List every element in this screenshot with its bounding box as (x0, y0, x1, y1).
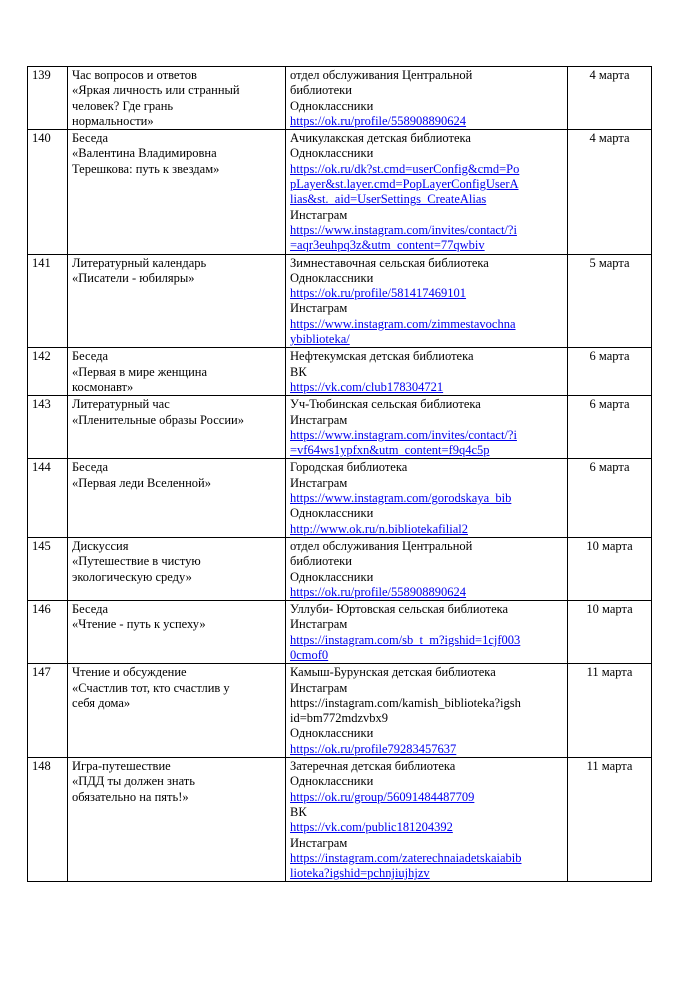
venue-text: Инстаграм (290, 617, 348, 632)
events-table-body (28, 67, 652, 882)
venue-text: Одноклассники (290, 774, 374, 789)
venue-text: отдел обслуживания Центральной (290, 538, 473, 553)
event-number: 144 (28, 459, 68, 537)
venue-text: ВК (290, 804, 307, 819)
venue-text: https://instagram.com/kamish_biblioteka?igsh (290, 695, 521, 710)
event-venue-cell (286, 601, 568, 664)
event-title-line: «Валентина Владимировна (72, 146, 217, 161)
venue-link[interactable]: https://ok.ru/profile/581417469101 (290, 286, 467, 301)
event-title-line: Беседа (72, 349, 109, 364)
event-number: 145 (28, 537, 68, 600)
event-venue-cell (286, 537, 568, 600)
event-venue-cell (286, 664, 568, 758)
venue-link[interactable]: 0cmof0 (290, 647, 329, 662)
event-venue-cell (286, 348, 568, 396)
venue-link[interactable]: =vf64ws1ypfxn&utm_content=f9q4c5p (290, 443, 490, 458)
event-title-line: нормальности» (72, 113, 154, 128)
venue-link[interactable]: https://vk.com/club178304721 (290, 379, 444, 394)
event-title-line: себя дома» (72, 695, 131, 710)
event-date: 6 марта (568, 396, 652, 459)
venue-link[interactable]: https://ok.ru/profile79283457637 (290, 741, 457, 756)
event-venue-cell (286, 67, 568, 130)
venue-text: Одноклассники (290, 146, 374, 161)
venue-link[interactable]: https://ok.ru/profile/558908890624 (290, 113, 467, 128)
venue-link[interactable]: pLayer&st.layer.cmd=PopLayerConfigUserA (290, 177, 519, 192)
event-title-line: Дискуссия (72, 538, 129, 553)
venue-text: Инстаграм (290, 475, 348, 490)
event-title-line: «Пленительные образы России» (72, 412, 244, 427)
event-title-line: Терешкова: путь к звездам» (72, 161, 220, 176)
venue-link[interactable]: https://ok.ru/profile/558908890624 (290, 584, 467, 599)
venue-link[interactable]: https://www.instagram.com/invites/contact/?i (290, 427, 517, 442)
venue-text: Нефтекумская детская библиотека (290, 349, 474, 364)
table-row (28, 254, 652, 348)
event-title-line: «Первая в мире женщина (72, 364, 208, 379)
venue-link[interactable]: https://ok.ru/dk?st.cmd=userConfig&cmd=Po (290, 161, 520, 176)
event-title-line: Игра-путешествие (72, 759, 171, 774)
venue-text: Одноклассники (290, 98, 374, 113)
venue-text: Одноклассники (290, 270, 374, 285)
event-date: 10 марта (568, 537, 652, 600)
venue-link[interactable]: =aqr3euhpq3z&utm_content=77qwbiv (290, 238, 485, 253)
event-venue-cell (286, 396, 568, 459)
event-title-cell (68, 758, 286, 882)
venue-text: ВК (290, 364, 307, 379)
venue-link[interactable]: https://instagram.com/sb_t_m?igshid=1cjf003 (290, 632, 521, 647)
venue-link[interactable]: http://www.ok.ru/n.bibliotekafilial2 (290, 521, 468, 536)
event-date: 6 марта (568, 348, 652, 396)
event-title-cell (68, 396, 286, 459)
event-title-line: «Чтение - путь к успеху» (72, 617, 206, 632)
venue-text: отдел обслуживания Центральной (290, 68, 473, 82)
venue-text: Одноклассники (290, 569, 374, 584)
events-table (27, 66, 652, 882)
event-date: 4 марта (568, 67, 652, 130)
table-row (28, 459, 652, 537)
table-row (28, 537, 652, 600)
event-title-cell (68, 664, 286, 758)
event-number: 139 (28, 67, 68, 130)
event-number: 147 (28, 664, 68, 758)
venue-text: библиотеки (290, 554, 352, 569)
venue-link[interactable]: https://www.instagram.com/invites/contact/?i (290, 222, 517, 237)
event-title-line: «Счастлив тот, кто счастлив у (72, 680, 230, 695)
venue-link[interactable]: lioteka?igshid=pchnjiujhjzv (290, 866, 430, 881)
event-title-cell (68, 130, 286, 254)
event-title-cell (68, 254, 286, 348)
event-venue-cell (286, 130, 568, 254)
event-date: 6 марта (568, 459, 652, 537)
venue-link[interactable]: https://www.instagram.com/gorodskaya_bib (290, 491, 512, 506)
venue-text: Зимнеставочная сельская библиотека (290, 255, 489, 270)
venue-link[interactable]: https://ok.ru/group/56091484487709 (290, 789, 475, 804)
event-title-cell (68, 601, 286, 664)
venue-text: Городская библиотека (290, 460, 408, 475)
event-title-line: «Первая леди Вселенной» (72, 475, 211, 490)
venue-text: Инстаграм (290, 301, 348, 316)
event-title-line: «Писатели - юбиляры» (72, 270, 195, 285)
table-row (28, 396, 652, 459)
event-venue-cell (286, 254, 568, 348)
event-number: 148 (28, 758, 68, 882)
table-row (28, 664, 652, 758)
venue-text: id=bm772mdzvbx9 (290, 711, 389, 726)
venue-text: Ачикулакская детская библиотека (290, 131, 471, 146)
event-number: 146 (28, 601, 68, 664)
event-date: 10 марта (568, 601, 652, 664)
venue-text: Инстаграм (290, 680, 348, 695)
venue-text: Одноклассники (290, 726, 374, 741)
event-number: 140 (28, 130, 68, 254)
venue-link[interactable]: https://vk.com/public181204392 (290, 820, 453, 835)
event-title-line: Чтение и обсуждение (72, 665, 187, 680)
venue-text: Инстаграм (290, 835, 348, 850)
table-row (28, 348, 652, 396)
table-row (28, 758, 652, 882)
event-venue-cell (286, 758, 568, 882)
event-title-line: Беседа (72, 460, 109, 475)
event-title-line: экологическую среду» (72, 569, 192, 584)
event-date: 11 марта (568, 758, 652, 882)
venue-text: Уч-Тюбинская сельская библиотека (290, 397, 481, 412)
event-title-line: Беседа (72, 131, 109, 146)
event-title-line: Литературный час (72, 397, 170, 412)
event-title-line: человек? Где грань (72, 98, 174, 113)
venue-link[interactable]: ybiblioteka/ (290, 332, 350, 347)
table-row (28, 67, 652, 130)
event-date: 5 марта (568, 254, 652, 348)
venue-text: Уллуби- Юртовская сельская библиотека (290, 602, 509, 617)
event-date: 4 марта (568, 130, 652, 254)
event-title-line: «ПДД ты должен знать (72, 774, 195, 789)
venue-link[interactable]: https://www.instagram.com/zimmestavochna (290, 316, 516, 331)
event-title-line: космонавт» (72, 379, 134, 394)
event-title-cell (68, 67, 286, 130)
event-title-line: Час вопросов и ответов (72, 68, 197, 82)
event-date: 11 марта (568, 664, 652, 758)
event-title-cell (68, 537, 286, 600)
venue-link[interactable]: lias&st._aid=UserSettings_CreateAlias (290, 192, 487, 207)
table-row (28, 601, 652, 664)
venue-text: Затеречная детская библиотека (290, 759, 456, 774)
event-title-cell (68, 348, 286, 396)
event-title-cell (68, 459, 286, 537)
venue-text: библиотеки (290, 83, 352, 98)
event-number: 142 (28, 348, 68, 396)
venue-text: Одноклассники (290, 506, 374, 521)
venue-text: Инстаграм (290, 207, 348, 222)
event-number: 141 (28, 254, 68, 348)
venue-text: Инстаграм (290, 412, 348, 427)
event-title-line: Литературный календарь (72, 255, 207, 270)
event-venue-cell (286, 459, 568, 537)
venue-link[interactable]: https://instagram.com/zaterechnaiadetskaiabib (290, 850, 522, 865)
venue-text: Камыш-Бурунская детская библиотека (290, 665, 496, 680)
event-title-line: «Яркая личность или странный (72, 83, 240, 98)
event-number: 143 (28, 396, 68, 459)
table-row (28, 130, 652, 254)
event-title-line: Беседа (72, 602, 109, 617)
event-title-line: обязательно на пять!» (72, 789, 189, 804)
event-title-line: «Путешествие в чистую (72, 554, 201, 569)
